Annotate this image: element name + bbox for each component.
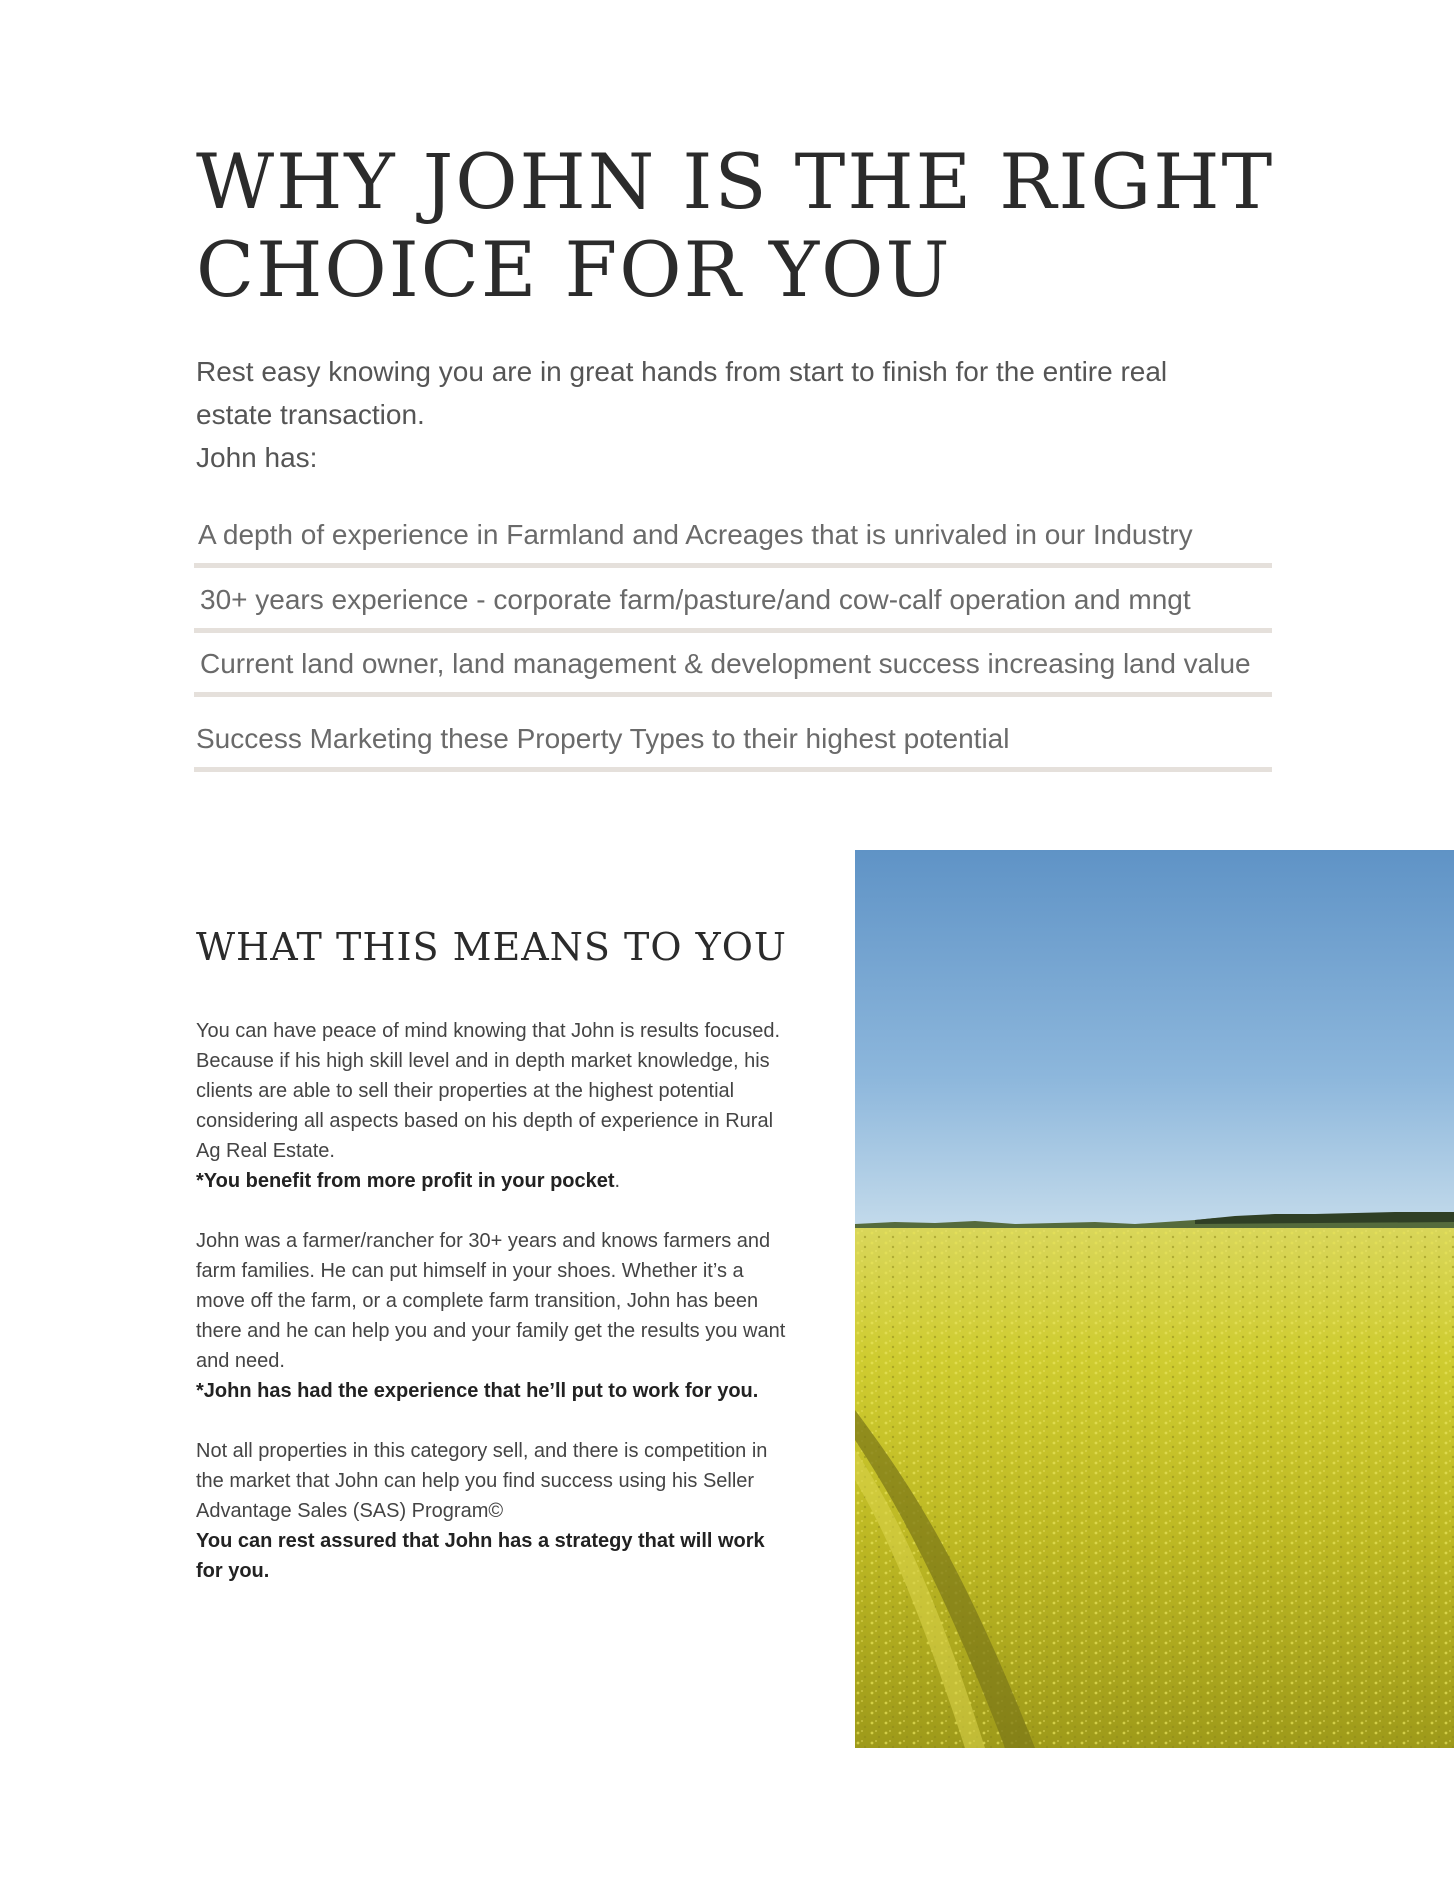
qualification-text: Current land owner, land management & development success increasing land value: [200, 648, 1251, 679]
qualification-item: [194, 495, 1272, 568]
intro-text: [196, 350, 1296, 479]
benefit-2-highlight: *John has had the experience that he’ll put to work for you.: [196, 1380, 759, 1402]
page-title-line-2: CHOICE FOR YOU: [196, 225, 952, 314]
benefit-3-text: Not all properties in this category sell, and there is competition in the market that John can help you find success using his Seller Advantage Sales (SAS) Program©: [196, 1440, 768, 1522]
canola-field-photo: [855, 850, 1454, 1748]
benefit-1-text: You can have peace of mind knowing that John is results focused. Because if his high skill level and in depth market knowledge, his clients are able to sell their properties at the highest potential considering all aspects based on his depth of experience in Rural Ag Real Estate.: [196, 1020, 781, 1162]
canola-field-image: [855, 850, 1454, 1748]
qualification-text: A depth of experience in Farmland and Acreages that is unrivaled in our Industry: [198, 519, 1193, 550]
qualification-text: 30+ years experience - corporate farm/pasture/and cow-calf operation and mngt: [200, 584, 1191, 615]
section-title: WHAT THIS MEANS TO YOU: [196, 925, 787, 969]
intro-line-2: estate transaction.: [196, 399, 425, 430]
benefit-paragraph-1: [196, 1016, 786, 1196]
qualification-item: [194, 565, 1272, 633]
benefit-paragraph-3: [196, 1436, 786, 1586]
intro-line-1: Rest easy knowing you are in great hands from start to finish for the entire real: [196, 356, 1168, 387]
page-title: [196, 138, 1274, 314]
benefit-3-highlight: You can rest assured that John has a strategy that will work for you.: [196, 1530, 765, 1582]
benefit-1-highlight: *You benefit from more profit in your pocket: [196, 1170, 615, 1192]
benefit-1-end: .: [614, 1170, 621, 1192]
qualification-text: Success Marketing these Property Types to their highest potential: [196, 723, 1010, 754]
qualification-item: [194, 700, 1272, 772]
benefit-2-text: John was a farmer/rancher for 30+ years and knows farmers and farm families. He can put himself in your shoes. Whether it’s a move off the farm, or a complete farm transition, John has been there and he can help you and your family get the results you want and need.: [196, 1230, 786, 1372]
page-title-line-1: WHY JOHN IS THE RIGHT: [196, 137, 1275, 226]
intro-line-3: John has:: [196, 442, 318, 473]
benefit-paragraph-2: [196, 1226, 786, 1406]
benefits-text: [196, 1016, 786, 1616]
qualification-item: [194, 630, 1272, 697]
